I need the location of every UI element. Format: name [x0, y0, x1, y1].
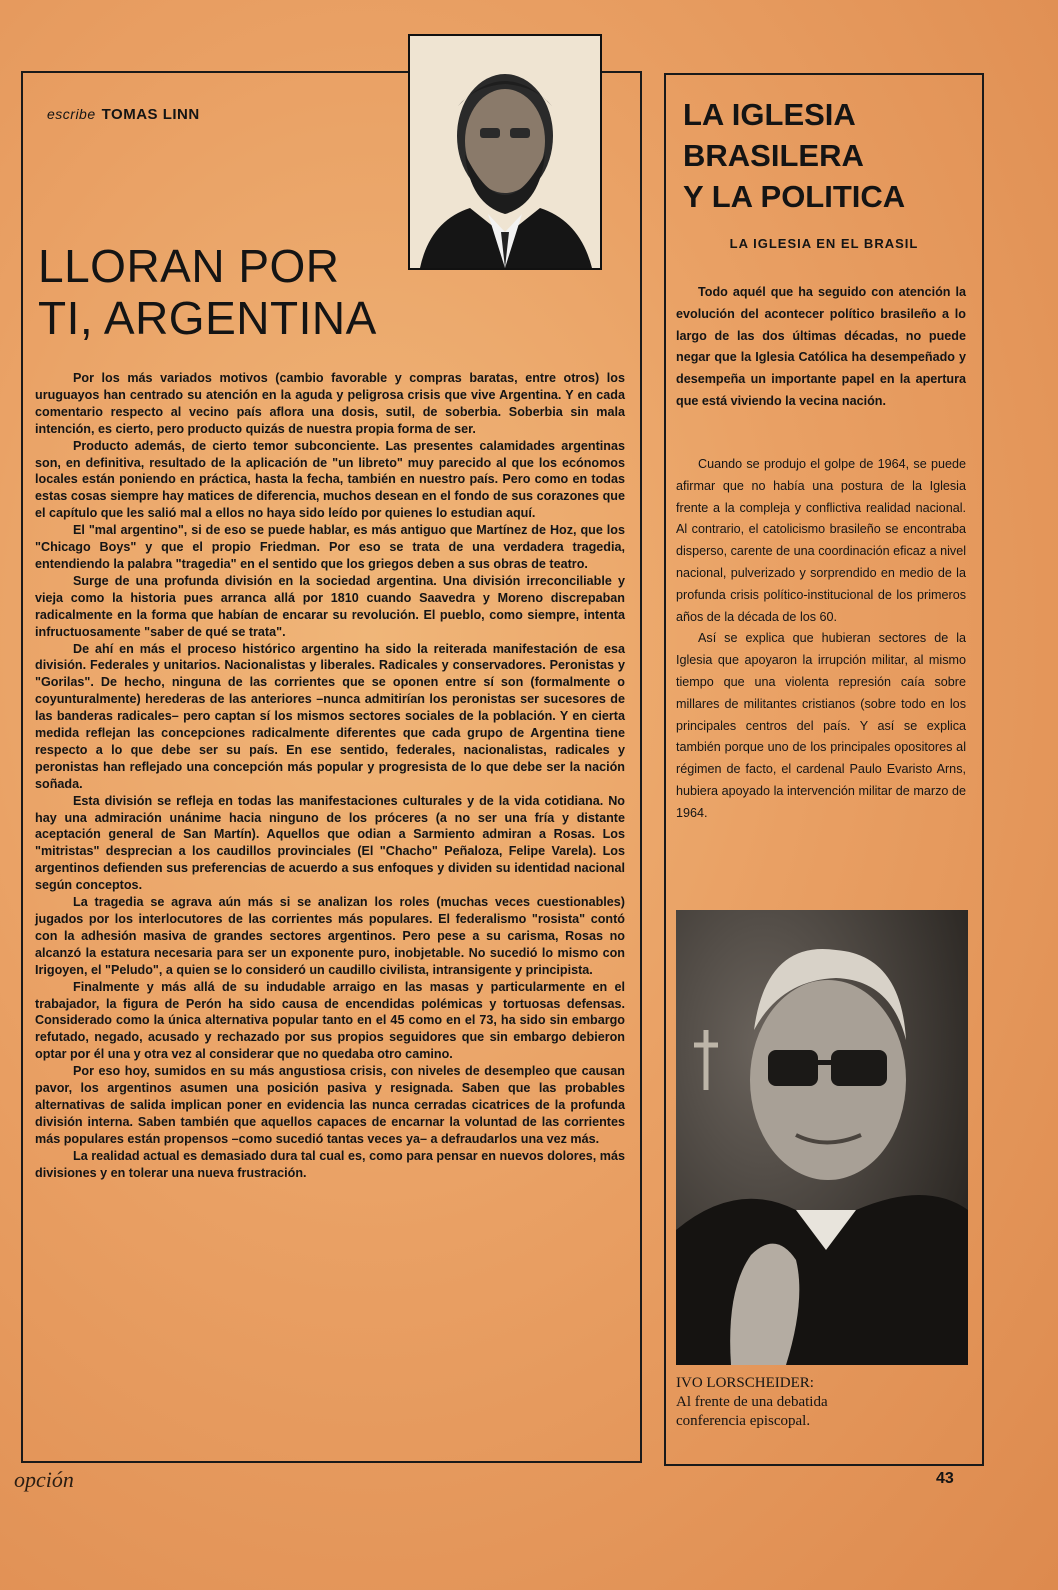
right-subtitle: LA IGLESIA EN EL BRASIL	[729, 236, 919, 251]
headline-line-1: LLORAN POR	[38, 240, 340, 292]
byline-author: TOMAS LINN	[101, 106, 200, 123]
caption-name: IVO LORSCHEIDER:	[676, 1375, 814, 1391]
left-article-body	[35, 370, 625, 1182]
paragraph: Así se explica que hubieran sectores de la Iglesia que apoyaron la irrupción militar, al mismo tiempo que una violenta represión caía sobre millares de militantes cristianos (sobre todo en los principales centros del país. Y así se explica también porque uno de los principales opositores al régimen de facto, el cardenal Paulo Evaristo Arns, hubiera apoyado la intervención militar de marzo de 1964.	[676, 631, 966, 820]
paragraph: Por los más variados motivos (cambio favorable y compras baratas, entre otros) los uruguayos han centrado su atención en la aguda y peligrosa crisis que vive Argentina. Y en cada comentario respecto al vecino país aflora una dosis, sutil, de soberbia. Soberbia sin mala intención, es cierto, pero producto quizás de nuestra propia forma de ser.	[35, 371, 625, 436]
page-number: 43	[936, 1470, 954, 1487]
paragraph: Producto además, de cierto temor subconciente. Las presentes calamidades argentinas son, en definitiva, resultado de la aplicación de "un libreto" muy parecido al que los ecónomos locales están poniendo en práctica, hasta la fecha, también en nuestro país. Pero como en todas estas cosas siempre hay matices de diferencia, muchos desean en el fondo de sus corazones que el capítulo que les salió mal a ellos no haya sido leído por quienes lo estudian aquí.	[35, 438, 625, 521]
byline-prefix: escribe	[47, 106, 96, 122]
paragraph: Surge de una profunda división en la sociedad argentina. Una división irreconciliable y vieja como la historia pues arranca allá por 1810 cuando Saavedra y Moreno discrepaban radicalmente en la forma que habían de encarar su revolución. El pueblo, como siempre, intenta infructuosamente "saber de qué se trata".	[35, 573, 625, 639]
intro-paragraph: Todo aquél que ha seguido con atención la evolución del acontecer político brasileño a lo largo de las dos últimas décadas, no puede negar que la Iglesia Católica ha desempeñado y desempeña un importante papel en la apertura que está viviendo la vecina nación.	[676, 285, 966, 408]
paragraph: Finalmente y más allá de su indudable arraigo en las masas y particularmente en el trabajador, la figura de Perón ha sido causa de encendidas polémicas y tortuosas defensas. Considerado como la única alternativa popular tanto en el 45 como en el 73, ha sido sin embargo refutado, negado, acusado y rechazado por sus propios seguidores que sin embargo debieron optar por él una y otra vez al considerar que no quedaba otro camino.	[35, 979, 625, 1062]
right-article-body	[676, 454, 966, 825]
byline	[47, 106, 200, 123]
magazine-logo: opción	[14, 1467, 74, 1492]
right-intro	[676, 282, 966, 413]
right-headline	[683, 94, 973, 217]
left-headline	[38, 240, 398, 344]
photo-caption	[676, 1374, 968, 1431]
caption-line-3: conferencia episcopal.	[676, 1413, 811, 1429]
right-headline-line-3: Y LA POLITICA	[683, 179, 906, 214]
paragraph: La realidad actual es demasiado dura tal cual es, como para pensar en nuevos dolores, más divisiones y en tolerar una nueva frustración.	[35, 1148, 625, 1180]
headline-line-2: TI, ARGENTINA	[38, 292, 377, 344]
paragraph: La tragedia se agrava aún más si se analizan los roles (muchas veces cuestionables) jugados por los interlocutores de las corrientes más populares. El federalismo "rosista" contó con la adhesión masiva de grandes sectores argentinos. Pero pese a su carisma, Rosas no alcanzó la estatura necesaria para ser un exponente puro, inobjetable. No sucedió lo mismo con Irigoyen, el "Peludo", a quien se lo consideró un caudillo civilista, intransigente y principista.	[35, 895, 625, 977]
author-portrait	[408, 34, 602, 270]
right-headline-line-2: BRASILERA	[683, 138, 864, 173]
paragraph: Esta división se refleja en todas las manifestaciones culturales y de la vida cotidiana. No hay una admiración unánime hacia ninguno de los próceres (a no ser una fría y distante aceptación general de San Martín). Aquellos que odian a Sarmiento admiran a Rosas. Los "mitristas" desprecian a los caudillos provinciales (El "Chacho" Peñaloza, Felipe Varela). Los argentinos defienden sus preferencias de acuerdo a sus enfoques y dividen su identidad nacional según conceptos.	[35, 793, 625, 893]
paragraph: Por eso hoy, sumidos en su más angustiosa crisis, con niveles de desempleo que causan pavor, los argentinos asumen una posición pasiva y resignada. Saben que las probables alternativas de salida implican poner en evidencia las nunca cerradas cicatrices de la profunda división interna. Saben también que aquellos capaces de encarnar la voluntad de las corrientes más populares están propensos –como sucedió tantas veces ya– a defraudarlos una vez más.	[35, 1064, 625, 1146]
paragraph: De ahí en más el proceso histórico argentino ha sido la reiterada manifestación de esa división. Federales y unitarios. Nacionalistas y liberales. Radicales y conservadores. Peronistas y "Gorilas". De hecho, ninguna de las corrientes que se oponen entre sí son (formalmente o coyunturalmente) herederas de las anteriores –nunca admitirían los peronistas ser sucesores de las banderas radicales– pero captan sí los mismos sectores sociales de la población. Y en cierta medida reflejan las concepciones radicalmente diferentes que cada grupo de Argentina tiene respecto a lo que debe ser su país. En ese sentido, federales, nacionalistas, radicales y peronistas han reflejado una concepción más popular y progresista de lo que debe ser la nación soñada.	[35, 641, 625, 791]
right-headline-line-1: LA IGLESIA	[683, 97, 856, 132]
bishop-photo	[676, 910, 968, 1365]
paragraph: El "mal argentino", si de eso se puede hablar, es más antiguo que Martínez de Hoz, que los "Chicago Boys" y que el propio Friedman. Por eso se trata de una verdadera tragedia, entendiendo la palabra "tragedia" en el sentido que los griegos deben a sus obras de teatro.	[35, 523, 625, 571]
caption-line-2: Al frente de una debatida	[676, 1394, 828, 1410]
paragraph: Cuando se produjo el golpe de 1964, se puede afirmar que no había una postura de la Iglesia frente a la compleja y conflictiva realidad nacional. Al contrario, el catolicismo brasileño se encontraba disperso, carente de una coordinación eficaz a nivel nacional, pulverizado y sorprendido en medio de la profunda crisis político-institucional de los primeros años de la década de los 60.	[676, 457, 966, 624]
